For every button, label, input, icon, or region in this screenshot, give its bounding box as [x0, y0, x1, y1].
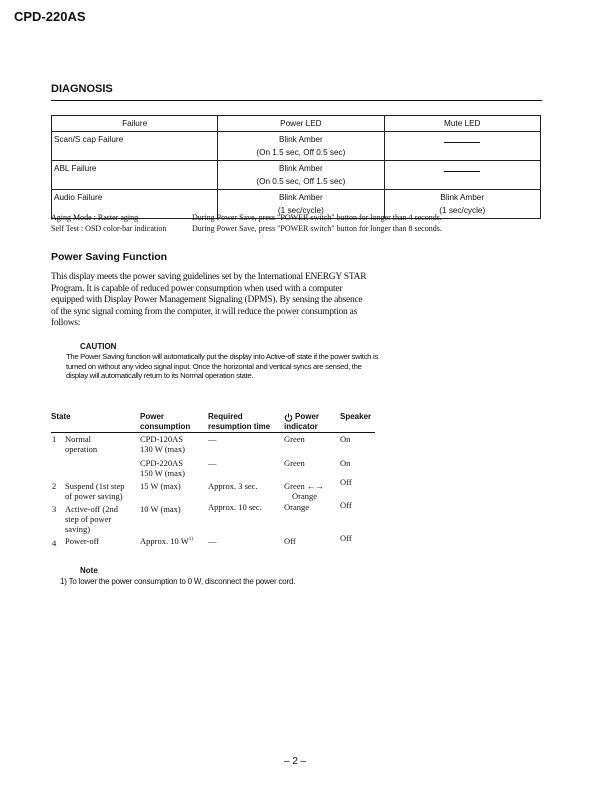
column-header: Speaker: [340, 412, 372, 421]
diagnosis-table: [51, 115, 541, 219]
speaker-status: On: [340, 458, 351, 468]
indicator-line: Green ←→: [284, 481, 324, 491]
power-indicator: Off: [284, 536, 296, 546]
state-line: of power saving): [65, 491, 123, 501]
caution-heading: CAUTION: [80, 342, 117, 351]
column-header: [284, 412, 319, 432]
power-led-timing: (On 1.5 sec, Off 0.5 sec): [256, 148, 346, 157]
power-led-timing: (On 0.5 sec, Off 1.5 sec): [256, 177, 346, 186]
state-line: operation: [65, 444, 98, 454]
column-header: [140, 412, 190, 432]
header-line: Required: [208, 412, 243, 421]
no-indication-dash: [444, 142, 480, 143]
column-header: [208, 412, 270, 432]
no-indication-dash: [444, 171, 480, 172]
resumption-time: —: [208, 536, 217, 546]
power-consumption: [140, 536, 193, 546]
document-model-header: CPD-220AS: [14, 9, 86, 24]
state-name: [65, 434, 97, 454]
mute-led-cell: [384, 161, 541, 190]
header-line: indicator: [284, 422, 318, 431]
footnote-ref: 1): [188, 537, 193, 543]
speaker-status: Off: [340, 500, 352, 510]
consumption-line: 150 W (max): [140, 468, 186, 478]
mute-led-timing: (1 sec/cycle): [439, 206, 486, 215]
power-led-pattern: Blink Amber: [279, 164, 323, 173]
power-indicator: Orange: [284, 502, 310, 512]
state-line: Suspend (1st step: [65, 481, 125, 491]
resumption-time: Approx. 10 sec.: [208, 502, 262, 512]
table-row: [52, 161, 541, 190]
note-key: Self Test : OSD color-bar indication: [51, 224, 167, 233]
power-led-cell: [218, 132, 384, 161]
power-consumption: [140, 458, 185, 478]
power-icon: [284, 413, 293, 422]
note-text: 1) To lower the power consumption to 0 W, disconnect the power cord.: [60, 577, 296, 586]
diagnosis-header-row: [52, 116, 541, 132]
state-line: step of power: [65, 514, 112, 524]
power-indicator: Green: [284, 458, 305, 468]
state-name: [65, 481, 125, 501]
power-led-pattern: Blink Amber: [279, 135, 323, 144]
state-name: Power-off: [65, 536, 100, 546]
column-header: Mute LED: [384, 116, 541, 132]
caution-text: The Power Saving function will automatically put the display into Active-off state if the power switch is turned on without any video signal input. Once the horizontal and vertical syncs are sensed, the display will automatically return to its Normal operation state.: [66, 352, 378, 381]
header-line: Power: [295, 412, 320, 421]
failure-cell: Scan/S cap Failure: [52, 132, 218, 161]
power-indicator: Green: [284, 434, 305, 444]
resumption-time: —: [208, 458, 217, 468]
failure-cell: ABL Failure: [52, 161, 218, 190]
list-item: [51, 212, 442, 223]
state-line: Normal: [65, 434, 91, 444]
header-line: resumption time: [208, 422, 271, 431]
power-consumption: 10 W (max): [140, 504, 181, 514]
state-number: 1: [52, 434, 57, 444]
column-header: State: [51, 412, 71, 421]
speaker-status: Off: [340, 477, 352, 487]
state-number: 2: [52, 481, 57, 491]
failure-cell: Audio Failure: [52, 190, 218, 219]
column-header: Failure: [52, 116, 218, 132]
consumption-line: CPD-120AS: [140, 434, 183, 444]
power-saving-heading: Power Saving Function: [51, 251, 168, 263]
power-led-pattern: Blink Amber: [279, 193, 323, 202]
note-heading: Note: [80, 566, 98, 575]
power-consumption: 15 W (max): [140, 481, 181, 491]
state-name: [65, 504, 118, 534]
consumption-line: 130 W (max): [140, 444, 186, 454]
power-led-cell: [218, 161, 384, 190]
list-item: [51, 223, 442, 234]
header-line: consumption: [140, 422, 191, 431]
resumption-time: —: [208, 434, 217, 444]
power-saving-paragraph: This display meets the power saving guidelines set by the International ENERGY STAR Program. It is capable of reduced power consumption when used with a computer equipped with Display Power Management Signaling (DPMS). By sensing the absence of the sync signal coming from the computer, it will reduce the power consumption as follows:: [51, 272, 367, 329]
state-line: Active-off (2nd: [65, 504, 118, 514]
mute-led-cell: [384, 132, 541, 161]
note-text: During Power Save, press "POWER switch" button for longer than 8 seconds.: [192, 224, 442, 233]
state-line: saving): [65, 524, 91, 534]
consumption-line: CPD-220AS: [140, 458, 183, 468]
diagnosis-heading: DIAGNOSIS: [51, 83, 113, 95]
note-text: During Power Save, press "POWER switch" button for longer than 4 seconds.: [192, 213, 442, 222]
indicator-line: Orange: [292, 491, 318, 501]
table-rule: [51, 432, 375, 433]
section-rule: [51, 100, 542, 101]
header-line: Power: [140, 412, 165, 421]
page-number: – 2 –: [284, 756, 307, 767]
consumption-line: Approx. 10 W: [140, 536, 189, 546]
power-led-timing: (1 sec/cycle): [277, 206, 324, 215]
state-number: 3: [52, 504, 57, 514]
diagnosis-notes: [51, 212, 442, 234]
table-row: [52, 132, 541, 161]
power-consumption: [140, 434, 185, 454]
speaker-status: Off: [340, 533, 352, 543]
resumption-time: Approx. 3 sec.: [208, 481, 258, 491]
state-number: 4: [52, 538, 57, 548]
note-key: Aging Mode : Raster aging: [51, 213, 139, 222]
mute-led-pattern: Blink Amber: [440, 193, 485, 202]
power-indicator: [284, 481, 324, 501]
speaker-status: On: [340, 434, 351, 444]
column-header: Power LED: [218, 116, 384, 132]
